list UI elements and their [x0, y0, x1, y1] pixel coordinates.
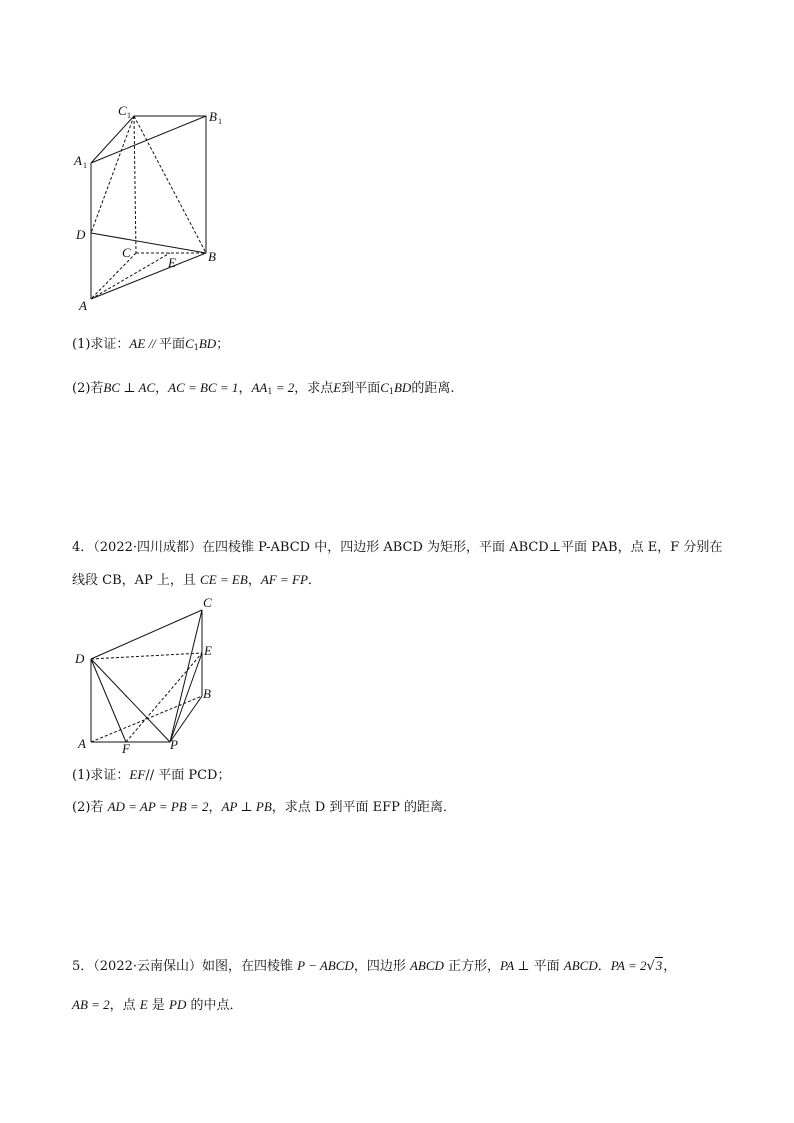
p4-sep: ，: [247, 573, 261, 588]
p4-cond-ce-eb: CE = EB: [200, 572, 248, 587]
problem-4-question-1: [72, 766, 230, 785]
q2-sep-2: ，: [238, 381, 252, 396]
label-a1: A: [74, 153, 82, 168]
p4-cond-af-fp: AF = FP: [260, 572, 308, 587]
p4-label-c: C: [203, 595, 212, 610]
q2-plane-bd: BD: [393, 380, 412, 395]
p4-q2-prefix: (2)若: [72, 800, 108, 815]
p4-q1-prefix: (1)求证：: [72, 768, 130, 783]
p4-label-f: F: [122, 741, 130, 756]
p5-l1-d: 平面: [529, 959, 564, 974]
q2-plane-sub: 1: [388, 387, 394, 396]
problem-4-question-2: [72, 798, 456, 817]
p5-l1-c: 正方形，: [443, 959, 501, 974]
q2-cond-3-rest: = 2: [272, 380, 295, 395]
p5-l2-c: 的中点．: [186, 998, 243, 1013]
p4-q2-cond-2: AP ⊥ PB: [221, 799, 272, 814]
p5-l2-a: ，点: [109, 998, 140, 1013]
label-e: E: [168, 255, 176, 270]
p5-m4: ABCD: [563, 958, 598, 973]
prism-figure: [70, 100, 230, 315]
label-b1: B: [209, 109, 217, 124]
p5-m5: PA = 2: [610, 958, 647, 973]
p5-l2-b: 是: [147, 998, 170, 1013]
question-1: [72, 335, 229, 357]
p5-l1-e: ．: [597, 959, 611, 974]
p4-label-p: P: [170, 737, 178, 752]
p5-sqrt-value: 3: [655, 958, 663, 973]
q2-prefix: (2)若: [72, 381, 104, 396]
p4-label-b: B: [203, 686, 211, 701]
q1-math-ae: AE: [129, 336, 146, 351]
p5-l1-f: ，: [663, 959, 677, 974]
p4-q2-sep: ，: [208, 800, 222, 815]
p4-line2-text: 线段 CB，AP 上，且: [72, 573, 201, 588]
question-2: [72, 379, 454, 401]
label-a: A: [79, 298, 87, 313]
p4-q2-cond-1: AD = AP = PB = 2: [107, 799, 209, 814]
p5-l2-m3: PD: [169, 997, 187, 1012]
problem-5-line-1: [72, 957, 676, 976]
q2-cond-3-sub: 1: [267, 387, 273, 396]
p5-m3: PA ⊥: [500, 958, 530, 973]
q1-plane-word: 平面: [159, 337, 186, 352]
q1-suffix: ；: [216, 337, 230, 352]
q2-plane-c: C: [380, 380, 389, 395]
label-b: B: [208, 249, 216, 264]
p4-q1-suffix: // 平面 PCD；: [145, 768, 231, 783]
q1-prefix: (1)求证：: [72, 337, 130, 352]
p4-label-a: A: [78, 736, 86, 751]
q2-suffix: 的距离.: [411, 381, 455, 396]
q2-point: E: [333, 380, 342, 395]
p5-m1: P − ABCD: [297, 958, 354, 973]
problem-4-line-2: [72, 571, 321, 590]
p5-l1-b: ，四边形: [353, 959, 410, 974]
q1-parallel: //: [145, 336, 160, 351]
p5-l2-m2: E: [139, 997, 148, 1012]
q1-plane-bd: BD: [198, 336, 217, 351]
q2-to: 到平面: [341, 381, 381, 396]
q2-cond-3: AA: [251, 380, 268, 395]
label-c1-sub: 1: [127, 111, 131, 120]
p5-m2: ABCD: [409, 958, 444, 973]
p5-l2-m1: AB = 2: [72, 997, 110, 1012]
label-a1-sub: 1: [83, 161, 87, 170]
p4-q1-ef: EF: [129, 767, 146, 782]
p4-label-d: D: [75, 651, 85, 666]
q2-mid: ，求点: [294, 381, 334, 396]
p4-q2-suffix: ，求点 D 到平面 EFP 的距离．: [271, 800, 457, 815]
q2-cond-1: BC ⊥ AC: [103, 380, 156, 395]
sqrt-sign: √: [646, 959, 655, 974]
q1-plane-c: C: [185, 336, 194, 351]
q2-sep-1: ，: [155, 381, 169, 396]
label-c: C: [122, 245, 131, 260]
q2-cond-2: AC = BC = 1: [168, 380, 239, 395]
pyramid-figure: [72, 595, 222, 760]
p5-l1-a: 5．（2022·云南保山）如图，在四棱锥: [72, 959, 298, 974]
p4-label-e: E: [204, 643, 212, 658]
problem-4-line-1: 4．（2022·四川成都）在四棱锥 P-ABCD 中，四边形 ABCD 为矩形，平面 ABCD⊥平面 PAB，点 E，F 分别在: [72, 540, 723, 555]
problem-5-line-2: [72, 996, 243, 1015]
label-b1-sub: 1: [218, 117, 222, 126]
label-d: D: [76, 227, 86, 242]
label-c1: C: [118, 103, 127, 118]
q1-plane-sub: 1: [193, 343, 199, 352]
p4-end: ．: [307, 573, 321, 588]
